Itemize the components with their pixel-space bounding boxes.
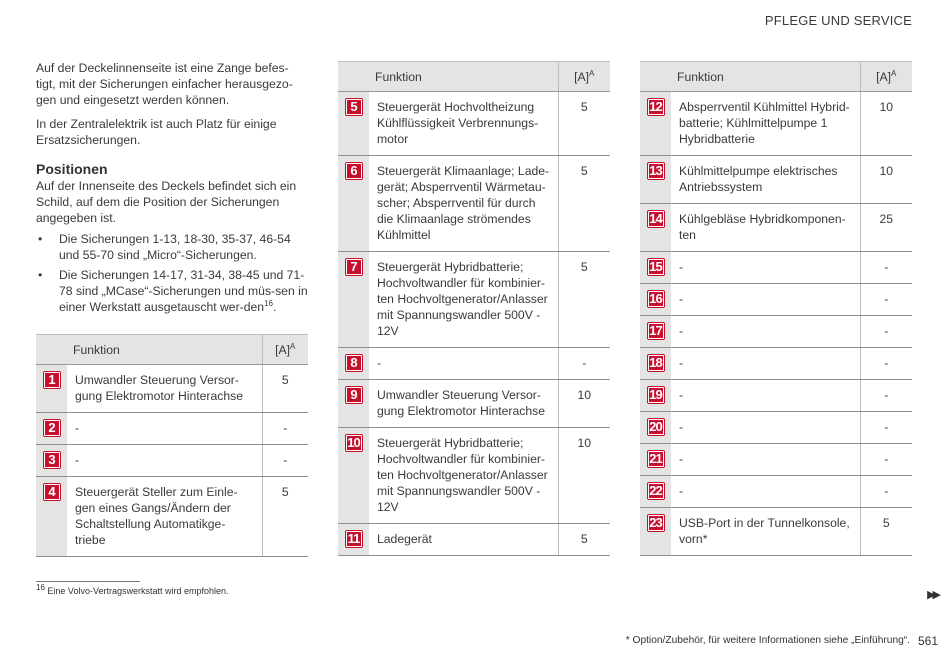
function-cell: Absperrventil Kühlmittel Hybrid-batterie; Kühlmittelpumpe 1 Hybridbatterie — [671, 92, 860, 156]
table-row — [640, 204, 912, 252]
chapter-title: PFLEGE UND SERVICE — [764, 13, 912, 28]
function-cell: Umwandler Steuerung Versor-gung Elektromotor Hinterachse — [67, 365, 262, 413]
table-row — [36, 477, 308, 557]
footnote-number: 16 — [36, 583, 45, 592]
fuse-number-badge: 3 — [43, 451, 61, 469]
intro-paragraph-3: Auf der Innenseite des Deckels befindet sich ein Schild, auf dem die Position der Sicherungen angegeben ist. — [36, 179, 297, 225]
table-row — [338, 92, 610, 156]
function-cell: Steuergerät Hybridbatterie; Hochvoltwandler für kombinier-ten Hochvoltgenerator/Anlasser mit Spannungswandler 500V - 12V — [369, 252, 558, 348]
ampere-cell: - — [262, 413, 308, 445]
fuse-table-1 — [36, 334, 308, 557]
fuse-number-cell — [640, 92, 671, 156]
fuse-number-cell — [338, 428, 369, 524]
table-row — [338, 380, 610, 428]
table-header-row — [338, 62, 610, 92]
ampere-cell: 10 — [558, 380, 610, 428]
ampere-cell: 10 — [558, 428, 610, 524]
function-cell: - — [671, 316, 860, 348]
fuse-number-badge: 15 — [647, 258, 665, 276]
bullet-item — [36, 231, 308, 263]
table-row — [36, 445, 308, 477]
fuse-number-cell — [640, 316, 671, 348]
table-row — [640, 508, 912, 556]
ampere-cell: - — [860, 444, 912, 476]
ampere-cell: - — [860, 412, 912, 444]
ampere-cell: 10 — [860, 156, 912, 204]
table-row — [640, 284, 912, 316]
bullet-text-end: . — [272, 300, 277, 314]
fuse-number-cell — [640, 444, 671, 476]
fuse-number-badge: 23 — [647, 514, 665, 532]
ampere-cell: 5 — [860, 508, 912, 556]
bullet-text: Die Sicherungen 1-13, 18-30, 35-37, 46-54 und 55-70 sind „Micro“-Sicherungen. — [59, 232, 291, 262]
function-cell: - — [67, 413, 262, 445]
fuse-number-badge: 11 — [345, 530, 363, 548]
fuse-number-cell — [640, 252, 671, 284]
ampere-cell: - — [860, 252, 912, 284]
section-heading-positionen: Positionen — [36, 161, 108, 177]
intro-text — [36, 60, 308, 319]
table-header-row — [36, 335, 308, 365]
icon-header-cell — [640, 62, 671, 92]
fuse-number-badge: 10 — [345, 434, 363, 452]
fuse-number-cell — [640, 348, 671, 380]
page-number: 561 — [917, 634, 938, 648]
fuse-number-badge: 22 — [647, 482, 665, 500]
ampere-cell: 5 — [558, 156, 610, 252]
footer-note: * Option/Zubehör, für weitere Informationen siehe „Einführung“. — [625, 635, 910, 646]
fuse-number-badge: 7 — [345, 258, 363, 276]
fuse-number-cell — [338, 252, 369, 348]
table-row — [36, 365, 308, 413]
fuse-number-badge: 12 — [647, 98, 665, 116]
table-row — [338, 428, 610, 524]
function-cell: Steuergerät Steller zum Einle-gen eines Gangs/Ändern der Schaltstellung Automatikge-triebe — [67, 477, 262, 557]
fuse-number-badge: 5 — [345, 98, 363, 116]
fuse-number-badge: 9 — [345, 386, 363, 404]
fuse-number-cell — [338, 348, 369, 380]
fuse-number-cell — [640, 156, 671, 204]
ampere-cell: - — [262, 445, 308, 477]
function-column-header: Funktion — [369, 62, 558, 92]
fuse-number-cell — [640, 380, 671, 412]
function-cell: Steuergerät Klimaanlage; Lade-gerät; Absperrventil Wärmetau-scher; Absperrventil für durch die Klimaanlage strömendes Kühlmittel — [369, 156, 558, 252]
fuse-number-badge: 20 — [647, 418, 665, 436]
function-cell: - — [671, 476, 860, 508]
table-row — [640, 380, 912, 412]
function-cell: - — [671, 444, 860, 476]
table-row — [36, 413, 308, 445]
function-column-header: Funktion — [671, 62, 860, 92]
table-header-row — [640, 62, 912, 92]
table-row — [640, 92, 912, 156]
fuse-number-badge: 13 — [647, 162, 665, 180]
ampere-cell: - — [558, 348, 610, 380]
bullet-text: Die Sicherungen 14-17, 31-34, 38-45 und 71-78 sind „MCase“-Sicherungen und müs-sen in einer Werkstatt ausgetauscht wer-den — [59, 268, 308, 314]
ampere-cell: 5 — [262, 477, 308, 557]
ampere-cell: - — [860, 380, 912, 412]
fuse-number-badge: 18 — [647, 354, 665, 372]
table-row — [640, 348, 912, 380]
ampere-cell: 25 — [860, 204, 912, 252]
ampere-cell: - — [860, 348, 912, 380]
fuse-number-cell — [338, 524, 369, 556]
fuse-number-badge: 19 — [647, 386, 665, 404]
ampere-cell: - — [860, 316, 912, 348]
fuse-number-cell — [640, 476, 671, 508]
function-cell: - — [671, 252, 860, 284]
fuse-number-badge: 16 — [647, 290, 665, 308]
ampere-cell: 10 — [860, 92, 912, 156]
ampere-cell: 5 — [558, 252, 610, 348]
fuse-number-badge: 2 — [43, 419, 61, 437]
ampere-cell: 5 — [558, 524, 610, 556]
table-row — [640, 316, 912, 348]
function-cell: Kühlgebläse Hybridkomponen-ten — [671, 204, 860, 252]
function-cell: USB-Port in der Tunnelkonsole, vorn* — [671, 508, 860, 556]
footnote-divider — [36, 581, 140, 582]
fuse-number-badge: 21 — [647, 450, 665, 468]
fuse-number-badge: 17 — [647, 322, 665, 340]
fuse-number-badge: 1 — [43, 371, 61, 389]
fuse-number-cell — [640, 412, 671, 444]
fuse-number-badge: 6 — [345, 162, 363, 180]
ampere-column-header: $[A]^A$ — [262, 335, 308, 365]
footnote-text: Eine Volvo-Vertragswerkstatt wird empfohlen. — [47, 586, 229, 596]
function-cell: - — [671, 284, 860, 316]
function-cell: Steuergerät Hochvoltheizung Kühlflüssigkeit Verbrennungs-motor — [369, 92, 558, 156]
ampere-cell: 5 — [262, 365, 308, 413]
fuse-number-badge: 4 — [43, 483, 61, 501]
fuse-table-2 — [338, 61, 610, 556]
table-row — [640, 444, 912, 476]
table-row — [640, 252, 912, 284]
ampere-cell: 5 — [558, 92, 610, 156]
icon-header-cell — [36, 335, 67, 365]
function-cell: - — [671, 412, 860, 444]
table-row — [338, 524, 610, 556]
table-row — [338, 348, 610, 380]
bullet-item — [36, 267, 308, 315]
fuse-number-badge: 14 — [647, 210, 665, 228]
ampere-column-header: $[A]^A$ — [860, 62, 912, 92]
table-row — [338, 156, 610, 252]
icon-header-cell — [338, 62, 369, 92]
fuse-table-3 — [640, 61, 912, 556]
ampere-column-header: $[A]^A$ — [558, 62, 610, 92]
fuse-number-cell — [640, 204, 671, 252]
fuse-number-cell — [36, 445, 67, 477]
function-cell: - — [671, 348, 860, 380]
bullet-list — [36, 231, 308, 315]
fuse-number-cell — [640, 508, 671, 556]
function-cell: - — [369, 348, 558, 380]
table-row — [338, 252, 610, 348]
footnote-ref[interactable]: 16 — [264, 298, 273, 308]
function-cell: Ladegerät — [369, 524, 558, 556]
double-arrow-right-icon[interactable]: ▶▶ — [927, 589, 938, 601]
table-row — [640, 476, 912, 508]
function-cell: Umwandler Steuerung Versor-gung Elektromotor Hinterachse — [369, 380, 558, 428]
function-cell: Kühlmittelpumpe elektrisches Antriebssystem — [671, 156, 860, 204]
ampere-cell: - — [860, 476, 912, 508]
table-row — [640, 156, 912, 204]
fuse-number-cell — [36, 477, 67, 557]
table-row — [640, 412, 912, 444]
fuse-number-badge: 8 — [345, 354, 363, 372]
fuse-number-cell — [36, 413, 67, 445]
intro-paragraph-2: In der Zentralelektrik ist auch Platz für einige Ersatzsicherungen. — [36, 117, 277, 147]
fuse-number-cell — [338, 92, 369, 156]
function-cell: Steuergerät Hybridbatterie; Hochvoltwandler für kombinier-ten Hochvoltgenerator/Anlasser mit Spannungswandler 500V - 12V — [369, 428, 558, 524]
fuse-number-cell — [36, 365, 67, 413]
intro-paragraph-1: Auf der Deckelinnenseite ist eine Zange befes-tigt, mit der Sicherungen einfacher herausgezo-gen und eingesetzt werden können. — [36, 61, 293, 107]
fuse-number-cell — [640, 284, 671, 316]
function-column-header: Funktion — [67, 335, 262, 365]
footnote — [36, 583, 229, 596]
function-cell: - — [67, 445, 262, 477]
ampere-cell: - — [860, 284, 912, 316]
fuse-number-cell — [338, 380, 369, 428]
function-cell: - — [671, 380, 860, 412]
fuse-number-cell — [338, 156, 369, 252]
